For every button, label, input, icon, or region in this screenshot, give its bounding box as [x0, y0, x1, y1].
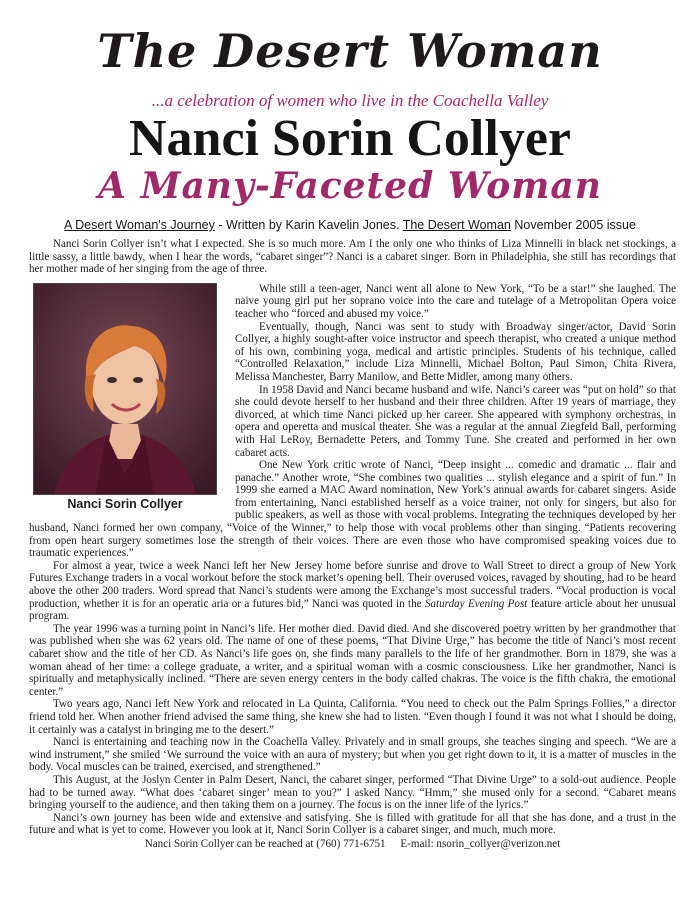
article-paragraph: Eventually, though, Nanci was sent to study with Broadway singer/actor, David Sorin Collyer, a highly sought-after voice instructor and speech therapist, who created a unique method of his own, combining yoga, medical and artistic principles. Students of his technique, called “Controlled Relaxation,” include Liza Minnelli, Michael Bolton, Paul Simon, Chita Rivera, Melissa Manchester, Barry Manilow, and Bette Midler, among many others. — [235, 320, 676, 383]
tagline: ...a celebration of women who live in the Coachella Valley — [151, 91, 549, 110]
paragraph-text: feature article about her unusual program. — [29, 597, 676, 623]
byline-series: A Desert Woman's Journey — [64, 218, 215, 232]
article-paragraph: In 1958 David and Nanci became husband and wife. Nanci’s career was “put on hold” so that she could devote herself to her husband and their three children. After 19 years of marriage, they divorced, at which time Nanci picked up her career. She appeared with symphony orchestras, in opera and operetta and musical theater. She was a regular at the annual Ziegfeld Ball, performing with Hal LeRoy, Bernadette Peters, and Tommy Tune. She created and performed in her own cabaret acts. — [235, 383, 676, 459]
photo-caption: Nanci Sorin Collyer — [67, 496, 183, 511]
paragraph-text: For almost a year, twice a week Nanci left her New Jersey home before sunrise and drove to Wall Street to direct a group of New York Futures Exchange traders in a vocal workout before the stock market’s opening bell. Their overused voices, ravaged by shouting, had to be heard above the other 200 traders. Word spread that Nanci’s students were among the Exchange’s most successful traders. “Vocal production is vocal production, whether it is for an operatic aria or a futures bid,” Nanci was quoted in the — [29, 559, 676, 610]
byline-issue: November 2005 issue — [514, 218, 636, 232]
masthead-title: The Desert Woman — [97, 24, 603, 78]
photo-block — [29, 283, 221, 511]
article-paragraph: This August, at the Joslyn Center in Palm Desert, Nanci, the cabaret singer, performed “That Divine Urge” to a sold-out audience. People had to be turned away. “What does ‘cabaret singer’ mean to you?” I asked Nancy. “Hmm,” she mused only for a second. “Cabaret means bringing yourself to the audience, and then taking them on a journey. The focus is on the inner life of the lyrics.” — [29, 773, 676, 812]
article-paragraph: Nanci is entertaining and teaching now in the Coachella Valley. Privately and in small groups, she teaches singing and speech. “We are a wind instrument,” she smiled ‘We surround the voice with an aura of mystery; but when you get right down to it, it is a matter of muscles in the body. Vocal muscles can be trained, exercised, and strengthened.” — [29, 736, 676, 774]
article-body — [29, 238, 676, 851]
article-paragraph: The year 1996 was a turning point in Nanci’s life. Her mother died. David died. And she discovered poetry written by her grandmother that was published when she was 62 years old. The name of one of these poems, “That Divine Urge,” has become the title of Nanci’s most recent cabaret show and the title of her CD. As Nanci’s life goes on, she finds many parallels to the life of her grandmother. Born in 1879, she was a woman ahead of her time: a college graduate, a writer, and a spiritual woman with a cosmic consciousness. Like her grandmother, Nanci is spiritually and metaphysically inclined. “There are seven energy centers in the body called chakras. The voice is the fifth chakra, the emotional center.” — [29, 622, 676, 698]
article-paragraph — [29, 560, 676, 623]
byline — [0, 218, 700, 232]
article-paragraph: One New York critic wrote of Nanci, “Deep insight ... comedic and dramatic ... flair and panache.” Another wrote, “She combines two qualities ... stylish elegance and a spirit of fun.” In 1999 she earned a MAC Award nomination, New York’s annual awards for cabaret singers. Aside from entertaining, Nanci established herself as a voice trainer, not only for singers, but also for public speakers, as well as those with vocal problems. Integrating the techniques developed by her husband, Nanci formed her own company, “Voice of the Winner,” to help those with vocal problems other than singing. “Patients recovering from open heart surgery sometimes lose the strength of their voices. There are even those who have compromised speaking voices due to traumatic experiences.” — [29, 459, 676, 560]
article-paragraph: Two years ago, Nanci left New York and relocated in La Quinta, California. “You need to check out the Palm Springs Follies,” a director friend told her. When another friend advised the same thing, she knew she had to listen. “Even though I found it was not what I should be doing, it certainly was a catalyst in bringing me to the desert.” — [29, 698, 676, 736]
byline-publication: The Desert Woman — [402, 218, 511, 232]
portrait-photo — [33, 283, 217, 495]
article-paragraph: While still a teen-ager, Nanci went all alone to New York, “To be a star!” she laughed. The naive young girl put her soprano voice into the care and tutelage of a Metropolitan Opera voice teacher who “forced and abused my voice.” — [235, 282, 676, 320]
publication-title: Saturday Evening Post — [424, 597, 528, 610]
article-paragraph: Nanci’s own journey has been wide and extensive and satisfying. She is filled with gratitude for all that she has done, and a trust in the future and what is yet to come. However you look at it, Nanci Sorin Collyer is a cabaret singer, and much, much more. — [29, 811, 676, 837]
contact-email[interactable]: E-mail: nsorin_collyer@verizon.net — [400, 837, 561, 850]
article-subtitle: A Many-Faceted Woman — [98, 165, 602, 207]
contact-phone: Nanci Sorin Collyer can be reached at (760) 771-6751 — [144, 837, 386, 850]
article-paragraph: Nanci Sorin Collyer isn’t what I expected. She is so much more. Am I the only one who thinks of Liza Minnelli in black net stockings, a little sassy, a little bawdy, when I hear the words, “cabaret singer”? Nanci is a cabaret singer. Born in Philadelphia, she still has recordings that her mother made of her singing from the age of three. — [29, 238, 676, 276]
article-headline: Nanci Sorin Collyer — [129, 110, 571, 167]
byline-author: - Written by Karin Kavelin Jones. — [218, 218, 400, 232]
contact-line — [29, 838, 676, 851]
